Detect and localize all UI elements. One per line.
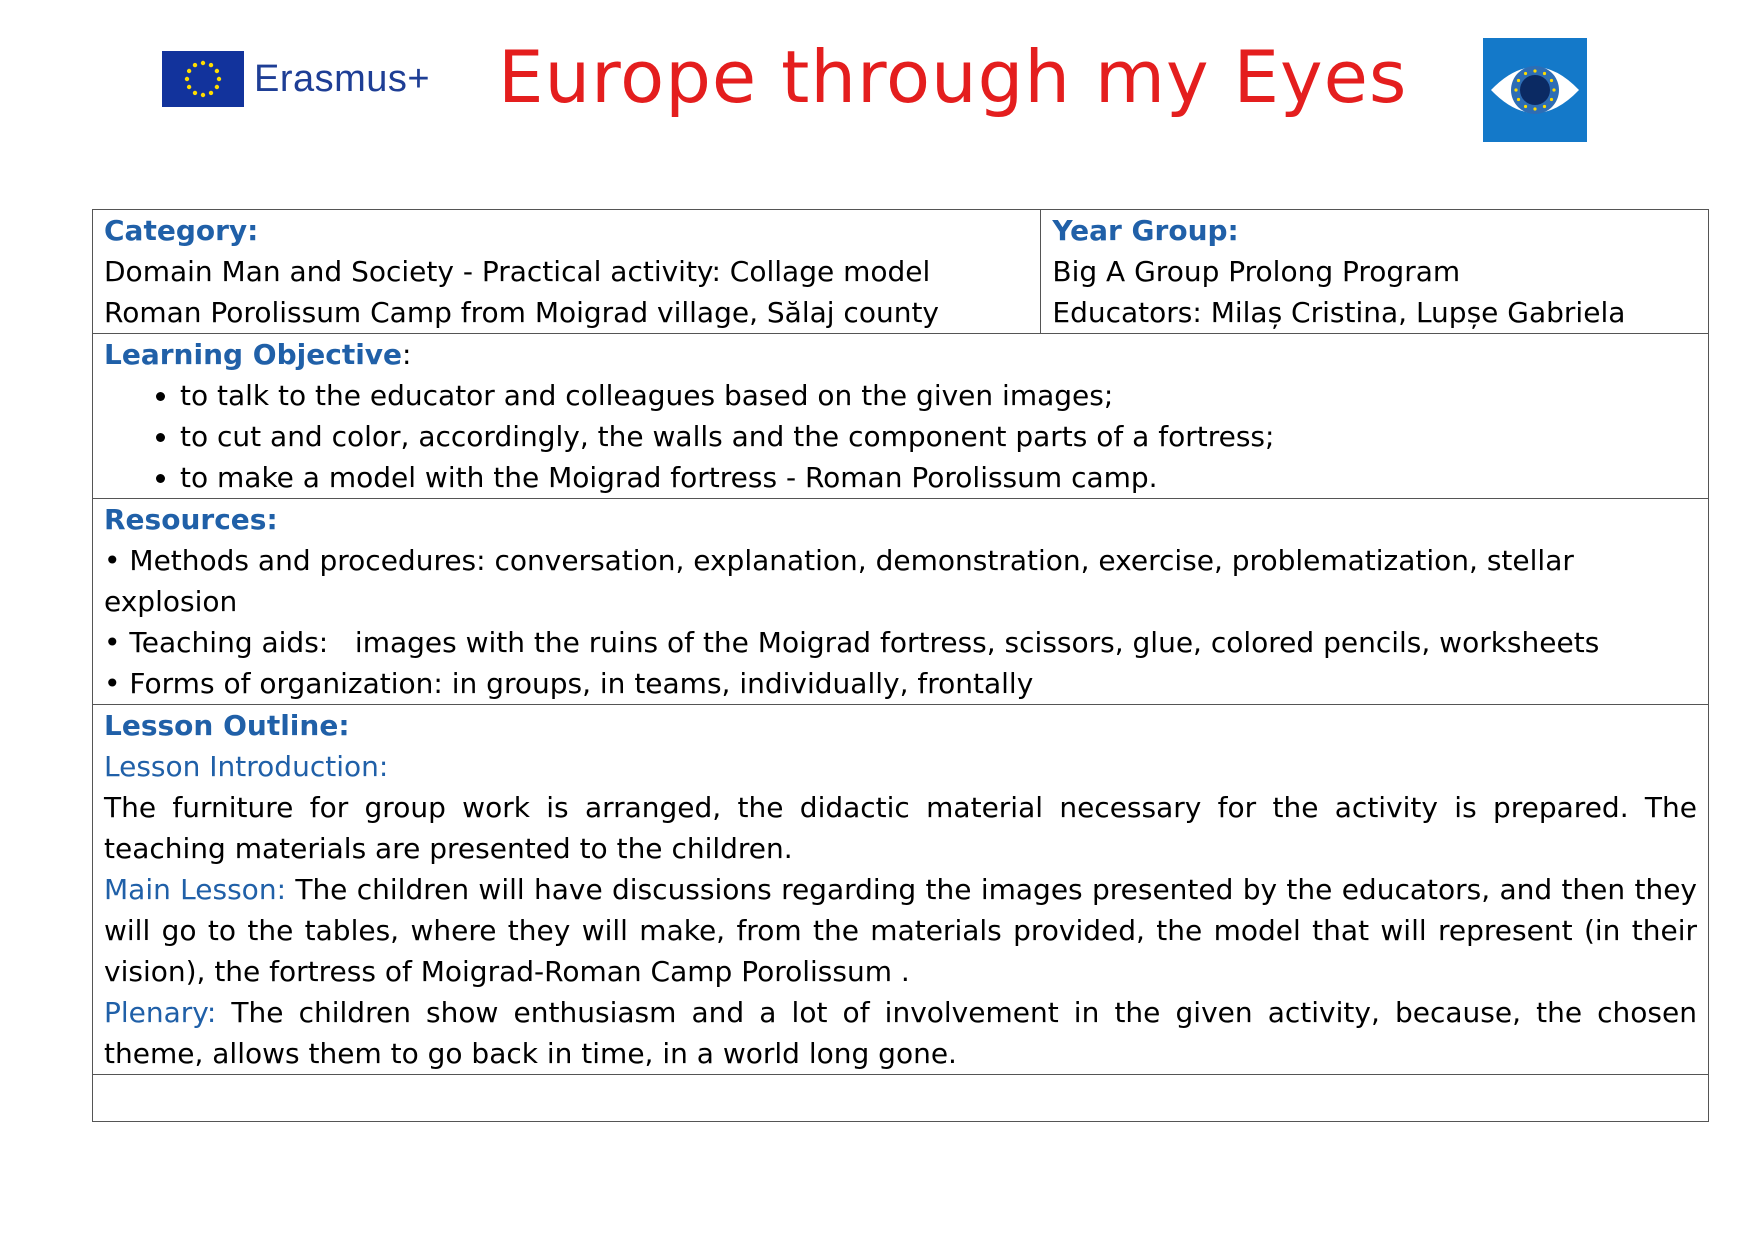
resource-item: • Teaching aids: images with the ruins of the Moigrad fortress, scissors, glue, colored pencils, worksheets xyxy=(104,626,1600,659)
objective-item: • to make a model with the Moigrad fortress - Roman Porolissum camp. xyxy=(180,457,1697,498)
year-group-cell xyxy=(1041,210,1709,334)
eu-flag-icon xyxy=(162,51,244,107)
empty-cell xyxy=(93,1075,1709,1122)
objective-list xyxy=(104,375,1697,498)
lesson-plan-table xyxy=(92,209,1709,1122)
year-group-label: Year Group: xyxy=(1052,214,1239,247)
category-row xyxy=(93,210,1709,334)
plenary-label: Plenary: xyxy=(104,996,217,1029)
page-title: Europe through my Eyes xyxy=(498,35,1408,119)
learning-objective-colon: : xyxy=(402,338,412,371)
plenary-text: The children show enthusiasm and a lot of involvement in the given activity, because, the chosen theme, allows them to go back in time, in a world long gone. xyxy=(104,996,1697,1070)
category-label: Category: xyxy=(104,214,259,247)
category-line-1: Domain Man and Society - Practical activity: Collage model xyxy=(104,255,931,288)
resource-item: • Forms of organization: in groups, in teams, individually, frontally xyxy=(104,667,1034,700)
resources-row xyxy=(93,499,1709,705)
main-lesson-paragraph xyxy=(104,869,1697,992)
plenary-paragraph xyxy=(104,992,1697,1074)
main-lesson-label: Main Lesson: xyxy=(104,873,286,906)
learning-objective-row xyxy=(93,334,1709,499)
lesson-outline-row xyxy=(93,705,1709,1075)
lesson-intro-text: The furniture for group work is arranged, the didactic material necessary for the activity is prepared. The teaching materials are presented to the children. xyxy=(104,791,1697,865)
objective-item: • to cut and color, accordingly, the walls and the component parts of a fortress; xyxy=(180,416,1697,457)
year-group-line-2: Educators: Milaș Cristina, Lupșe Gabriela xyxy=(1052,296,1626,329)
lesson-outline-label: Lesson Outline: xyxy=(104,709,350,742)
category-line-2: Roman Porolissum Camp from Moigrad village, Sălaj county xyxy=(104,296,939,329)
learning-objective-cell xyxy=(93,334,1709,499)
category-cell xyxy=(93,210,1041,334)
objective-item: • to talk to the educator and colleagues based on the given images; xyxy=(180,375,1697,416)
erasmus-logo xyxy=(162,50,430,108)
main-lesson-text: The children will have discussions regarding the images presented by the educators, and then they will go to the tables, where they will make, from the materials provided, the model that will represent (in their vision), the fortress of Moigrad-Roman Camp Porolissum . xyxy=(104,873,1698,988)
resources-label: Resources: xyxy=(104,503,278,536)
lesson-intro-label: Lesson Introduction: xyxy=(104,750,389,783)
resources-cell xyxy=(93,499,1709,705)
learning-objective-label: Learning Objective xyxy=(104,338,403,371)
erasmus-label: Erasmus+ xyxy=(254,57,431,100)
lesson-outline-cell xyxy=(93,705,1709,1075)
resource-item: • Methods and procedures: conversation, explanation, demonstration, exercise, problematization, stellar explosion xyxy=(104,544,1574,618)
year-group-line-1: Big A Group Prolong Program xyxy=(1052,255,1461,288)
empty-row xyxy=(93,1075,1709,1122)
eye-icon xyxy=(1483,38,1587,142)
